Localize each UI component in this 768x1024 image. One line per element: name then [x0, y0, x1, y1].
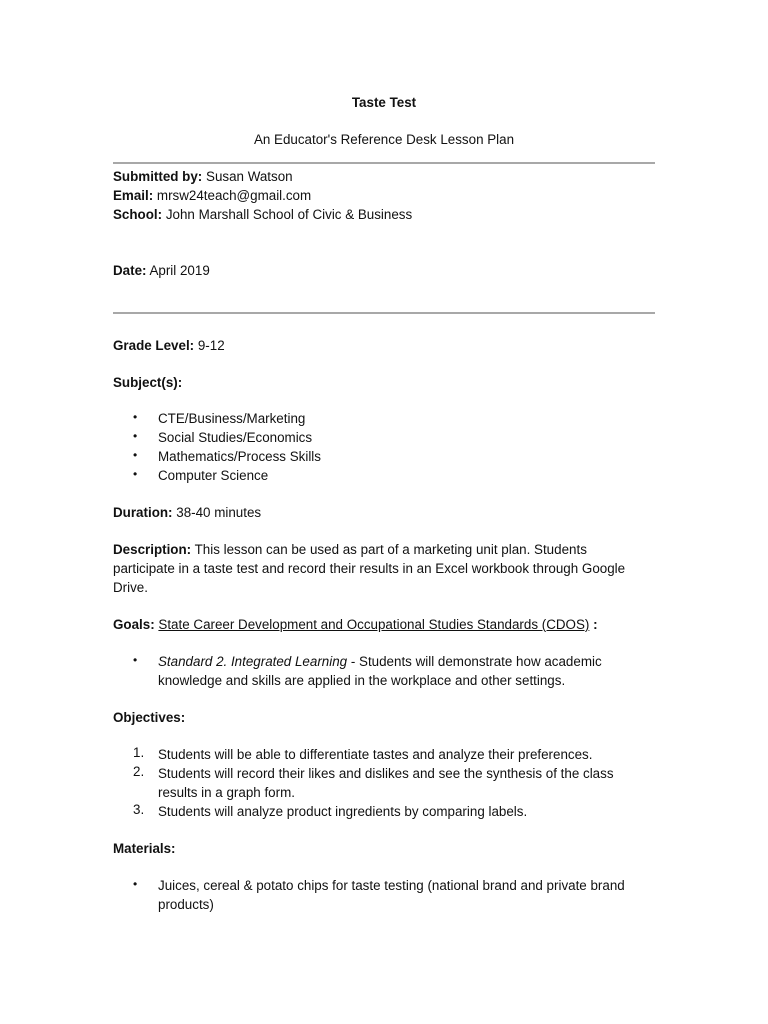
date-value: April 2019 — [149, 263, 210, 278]
duration-value: 38-40 minutes — [176, 505, 262, 520]
email-value: mrsw24teach@gmail.com — [156, 188, 312, 203]
subjects-heading: Subject(s): — [113, 375, 183, 390]
date-row — [113, 261, 210, 280]
email-label: Email: — [113, 188, 154, 203]
school-row — [113, 205, 412, 224]
objectives-heading: Objectives: — [113, 710, 186, 725]
bullet-icon: • — [133, 467, 138, 481]
bullet-icon: • — [133, 429, 138, 443]
submitted-by-value: Susan Watson — [206, 169, 293, 184]
school-label: School: — [113, 207, 163, 222]
submitted-by-row — [113, 167, 293, 186]
bullet-icon: • — [133, 653, 138, 667]
document-subtitle: An Educator's Reference Desk Lesson Plan — [253, 132, 515, 147]
duration-row — [113, 503, 261, 522]
goals-label: Goals: — [113, 617, 155, 632]
school-value: John Marshall School of Civic & Business — [165, 207, 413, 222]
bullet-icon: • — [133, 448, 138, 462]
duration-label: Duration: — [113, 505, 173, 520]
document-title: Taste Test — [351, 95, 417, 110]
date-label: Date: — [113, 263, 147, 278]
grade-level-row — [113, 336, 225, 355]
divider-bottom — [113, 312, 655, 314]
email-row — [113, 186, 311, 205]
goals-row: Goals: State Career Development and Occupational Studies Standards (CDOS) : — [113, 617, 598, 632]
bullet-icon: • — [133, 877, 138, 891]
materials-heading: Materials: — [113, 841, 176, 856]
grade-level-value: 9-12 — [197, 338, 225, 353]
description-label: Description: — [113, 542, 192, 557]
cdos-standards-link[interactable]: State Career Development and Occupational Studies Standards (CDOS) — [158, 617, 590, 632]
divider-top — [113, 162, 655, 164]
submitted-by-label: Submitted by: — [113, 169, 203, 184]
bullet-icon: • — [133, 410, 138, 424]
grade-level-label: Grade Level: — [113, 338, 195, 353]
